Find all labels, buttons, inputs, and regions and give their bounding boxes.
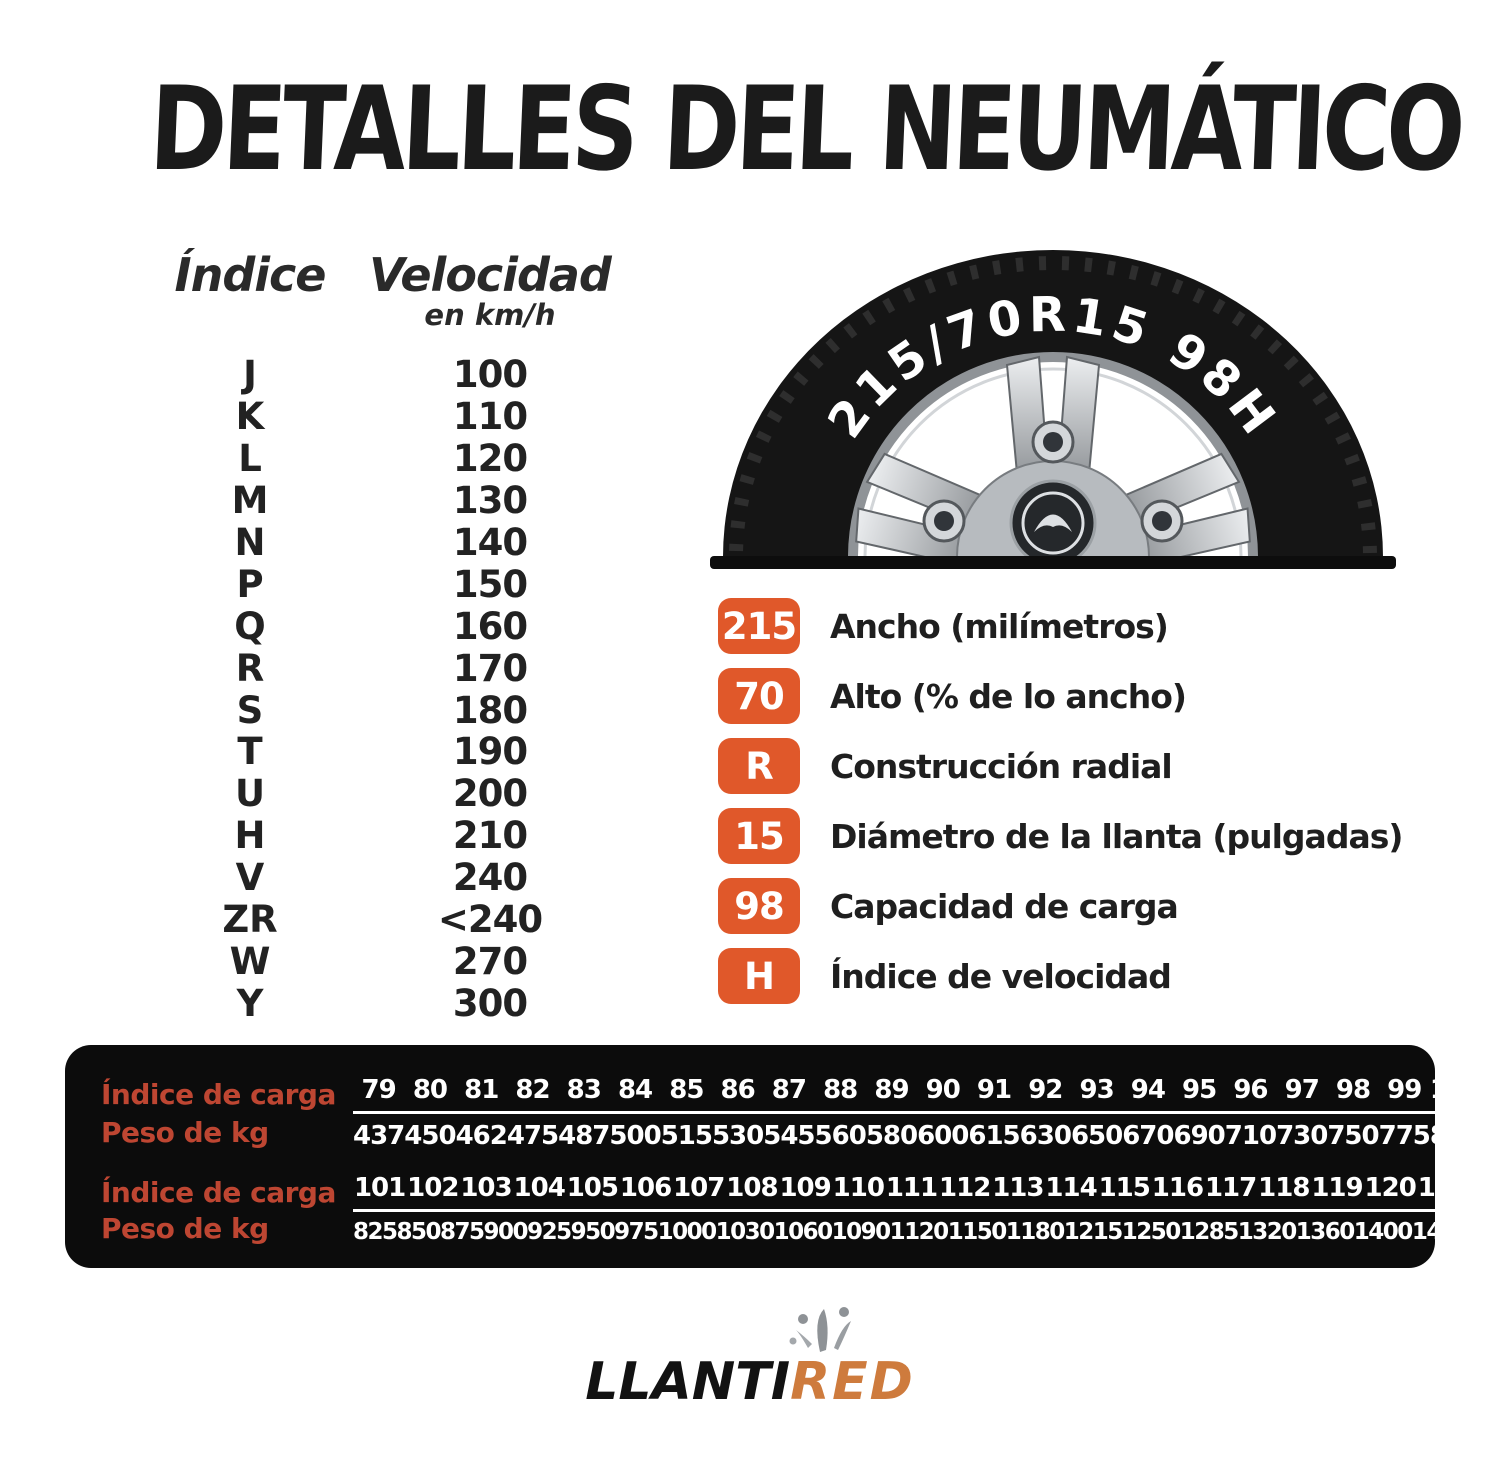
load-index-cell: 85 bbox=[669, 1075, 704, 1105]
load-weight-cell: 1090 bbox=[831, 1219, 890, 1245]
load-index-cell: 118 bbox=[1258, 1173, 1310, 1203]
load-index-cell: 94 bbox=[1130, 1075, 1165, 1105]
load-index-cell: 111 bbox=[885, 1173, 938, 1203]
load-index-cell: 87 bbox=[771, 1075, 806, 1105]
load-weight-cell: 670 bbox=[1122, 1121, 1174, 1151]
load-index-cell: 81 bbox=[464, 1075, 499, 1105]
speed-row bbox=[150, 354, 630, 396]
load-weight-cell: 710 bbox=[1224, 1121, 1277, 1151]
load-index-cell: 91 bbox=[976, 1075, 1012, 1105]
speed-row bbox=[150, 438, 630, 480]
legend-badge: 215 bbox=[718, 598, 800, 654]
speed-value: <240 bbox=[437, 898, 543, 942]
load-index-cell: 107 bbox=[673, 1173, 725, 1203]
speed-row bbox=[150, 605, 630, 647]
load-index-cell: 90 bbox=[925, 1075, 960, 1105]
speed-index-letter: T bbox=[237, 730, 263, 774]
load-index-cell: 116 bbox=[1151, 1173, 1204, 1203]
logo-splash-icon bbox=[788, 1306, 862, 1356]
load-index-cell: 115 bbox=[1098, 1173, 1150, 1203]
tire-image bbox=[708, 245, 1398, 570]
load-index-cell: 120 bbox=[1364, 1173, 1416, 1203]
speed-row bbox=[150, 982, 630, 1024]
load-group bbox=[101, 1075, 1482, 1151]
speed-index-letter: P bbox=[236, 562, 264, 606]
logo-text-black: LLANTI bbox=[585, 1352, 791, 1412]
load-weight-cell: 730 bbox=[1276, 1121, 1328, 1151]
load-weight-cell: 580 bbox=[865, 1121, 918, 1151]
load-index-cell: 84 bbox=[617, 1075, 653, 1105]
speed-value: 120 bbox=[452, 437, 528, 481]
load-table bbox=[65, 1045, 1482, 1268]
legend-item bbox=[718, 738, 1448, 794]
load-index-cell: 112 bbox=[939, 1173, 991, 1203]
load-weight-cell: 515 bbox=[660, 1121, 712, 1151]
legend-label: Construcción radial bbox=[830, 746, 1172, 786]
load-index-label: Índice de carga bbox=[101, 1078, 336, 1111]
load-weight-label: Peso de kg bbox=[101, 1212, 269, 1245]
load-weight-cell: 975 bbox=[614, 1219, 658, 1245]
speed-index-letter: ZR bbox=[222, 898, 278, 942]
speed-header-index: Índice bbox=[174, 248, 326, 302]
speed-value: 140 bbox=[452, 521, 528, 565]
load-weight-cell: 1360 bbox=[1295, 1219, 1354, 1245]
legend-label: Alto (% de lo ancho) bbox=[830, 676, 1186, 716]
speed-index-letter: Y bbox=[236, 981, 264, 1025]
legend-list bbox=[718, 598, 1448, 1018]
speed-index-letter: K bbox=[235, 395, 265, 439]
speed-index-letter: N bbox=[234, 521, 266, 565]
load-index-cell: 97 bbox=[1284, 1075, 1319, 1105]
speed-row bbox=[150, 899, 630, 941]
load-index-cell: 80 bbox=[412, 1075, 448, 1105]
legend-item bbox=[718, 598, 1448, 654]
load-index-cell: 101 bbox=[353, 1173, 406, 1203]
load-weight-cell: 1285 bbox=[1179, 1219, 1238, 1245]
speed-value: 240 bbox=[452, 856, 528, 900]
load-weight-cell: 475 bbox=[506, 1121, 559, 1151]
load-indices-row bbox=[353, 1173, 1470, 1212]
load-weight-cell: 487 bbox=[558, 1121, 610, 1151]
load-weights-row bbox=[353, 1114, 1481, 1151]
speed-index-letter: M bbox=[231, 479, 269, 523]
legend-badge: H bbox=[718, 948, 800, 1004]
load-index-cell: 121 bbox=[1417, 1173, 1469, 1203]
legend-label: Diámetro de la llanta (pulgadas) bbox=[830, 816, 1403, 856]
speed-index-letter: S bbox=[236, 688, 264, 732]
load-weights-row bbox=[353, 1212, 1470, 1245]
load-index-cell: 108 bbox=[726, 1173, 778, 1203]
load-weight-cell: 825 bbox=[353, 1219, 397, 1245]
load-index-cell: 89 bbox=[874, 1075, 909, 1105]
load-index-cell: 102 bbox=[407, 1173, 459, 1203]
speed-header-speed-group bbox=[350, 248, 630, 332]
legend-label: Capacidad de carga bbox=[830, 886, 1178, 926]
speed-value: 160 bbox=[452, 604, 528, 648]
speed-index-letter: Q bbox=[234, 604, 266, 648]
logo-text-orange: RED bbox=[790, 1352, 915, 1412]
load-weight-cell: 437 bbox=[353, 1121, 405, 1151]
load-weight-cell: 1250 bbox=[1121, 1219, 1180, 1245]
load-index-label: Índice de carga bbox=[101, 1176, 336, 1209]
speed-row bbox=[150, 396, 630, 438]
speed-table-header bbox=[150, 248, 630, 332]
speed-value: 130 bbox=[452, 479, 528, 523]
load-weight-label: Peso de kg bbox=[101, 1116, 269, 1149]
load-weight-cell: 925 bbox=[527, 1219, 571, 1245]
load-weight-cell: 650 bbox=[1070, 1121, 1123, 1151]
load-index-cell: 86 bbox=[720, 1075, 755, 1105]
load-index-cell: 100 bbox=[1429, 1075, 1482, 1105]
load-weight-cell: 600 bbox=[917, 1121, 969, 1151]
speed-index-letter: V bbox=[235, 856, 265, 900]
speed-value: 100 bbox=[452, 353, 528, 397]
speed-value: 190 bbox=[452, 730, 528, 774]
load-group bbox=[101, 1173, 1470, 1245]
legend-badge: 98 bbox=[718, 878, 800, 934]
legend-item bbox=[718, 668, 1448, 724]
load-weight-cell: 462 bbox=[455, 1121, 507, 1151]
load-weight-cell: 1450 bbox=[1411, 1219, 1470, 1245]
speed-row bbox=[150, 940, 630, 982]
legend-item bbox=[718, 808, 1448, 864]
load-weight-cell: 530 bbox=[711, 1121, 764, 1151]
load-index-cell: 88 bbox=[823, 1075, 858, 1105]
load-weight-cell: 750 bbox=[1327, 1121, 1379, 1151]
speed-index-letter: R bbox=[235, 646, 265, 690]
load-weight-cell: 1180 bbox=[1005, 1219, 1064, 1245]
speed-table-rows bbox=[150, 354, 630, 1024]
legend-label: Ancho (milímetros) bbox=[830, 606, 1168, 646]
load-index-cell: 105 bbox=[566, 1173, 618, 1203]
speed-value: 270 bbox=[452, 939, 528, 983]
speed-row bbox=[150, 480, 630, 522]
load-weight-cell: 775 bbox=[1378, 1121, 1430, 1151]
speed-row bbox=[150, 731, 630, 773]
speed-value: 200 bbox=[452, 772, 528, 816]
load-index-cell: 96 bbox=[1233, 1075, 1268, 1105]
speed-index-letter: L bbox=[238, 437, 262, 481]
speed-value: 150 bbox=[452, 562, 528, 606]
load-weight-cell: 950 bbox=[570, 1219, 615, 1245]
speed-index-table bbox=[150, 248, 630, 1024]
legend-badge: 70 bbox=[718, 668, 800, 724]
load-weight-cell: 1400 bbox=[1353, 1219, 1412, 1245]
load-index-cell: 117 bbox=[1204, 1173, 1257, 1203]
load-weight-cell: 630 bbox=[1019, 1121, 1071, 1151]
speed-header-unit: en km/h bbox=[424, 298, 556, 332]
speed-index-letter: J bbox=[243, 353, 257, 397]
load-index-cell: 114 bbox=[1045, 1173, 1097, 1203]
load-indices-row bbox=[353, 1075, 1481, 1114]
load-index-cell: 83 bbox=[566, 1075, 601, 1105]
load-index-cell: 92 bbox=[1028, 1075, 1063, 1105]
load-weight-cell: 1150 bbox=[947, 1219, 1006, 1245]
speed-index-letter: W bbox=[229, 939, 271, 983]
legend-item bbox=[718, 948, 1448, 1004]
tire-sidewall-marking: 215/70R15 98H bbox=[817, 286, 1289, 449]
brand-logo bbox=[0, 1352, 1500, 1412]
load-weight-cell: 1060 bbox=[773, 1219, 832, 1245]
load-weight-cell: 545 bbox=[763, 1121, 815, 1151]
load-weight-cell: 875 bbox=[440, 1219, 484, 1245]
load-index-cell: 119 bbox=[1311, 1173, 1363, 1203]
speed-value: 300 bbox=[452, 981, 528, 1025]
load-index-cell: 98 bbox=[1335, 1075, 1371, 1105]
load-weight-cell: 800 bbox=[1429, 1121, 1482, 1151]
tire-graphic bbox=[708, 245, 1398, 570]
load-index-cell: 79 bbox=[361, 1075, 396, 1105]
speed-header-speed: Velocidad bbox=[369, 248, 611, 302]
speed-row bbox=[150, 773, 630, 815]
load-weight-cell: 1030 bbox=[715, 1219, 774, 1245]
legend-badge: 15 bbox=[718, 808, 800, 864]
speed-index-letter: H bbox=[234, 814, 266, 858]
load-weight-cell: 1000 bbox=[657, 1219, 716, 1245]
page-title: DETALLES DEL NEUMÁTICO bbox=[147, 62, 1465, 197]
speed-value: 210 bbox=[452, 814, 528, 858]
load-weight-cell: 690 bbox=[1173, 1121, 1225, 1151]
load-index-cell: 106 bbox=[619, 1173, 672, 1203]
speed-row bbox=[150, 647, 630, 689]
load-index-cell: 104 bbox=[513, 1173, 565, 1203]
load-weight-cell: 1320 bbox=[1237, 1219, 1296, 1245]
wheel-center-cap-icon bbox=[1011, 481, 1095, 565]
load-index-cell: 103 bbox=[460, 1173, 512, 1203]
load-index-cell: 113 bbox=[992, 1173, 1044, 1203]
speed-row bbox=[150, 857, 630, 899]
load-index-cell: 93 bbox=[1079, 1075, 1114, 1105]
legend-badge: R bbox=[718, 738, 800, 794]
tire-base-bar bbox=[710, 556, 1396, 569]
speed-row bbox=[150, 689, 630, 731]
load-index-cell: 95 bbox=[1182, 1075, 1217, 1105]
speed-index-letter: U bbox=[234, 772, 266, 816]
load-index-cell: 110 bbox=[832, 1173, 884, 1203]
load-weight-cell: 500 bbox=[609, 1121, 661, 1151]
load-index-cell: 82 bbox=[515, 1075, 550, 1105]
load-weight-cell: 450 bbox=[404, 1121, 456, 1151]
speed-row bbox=[150, 815, 630, 857]
speed-row bbox=[150, 522, 630, 564]
legend-item bbox=[718, 878, 1448, 934]
load-weight-cell: 1215 bbox=[1063, 1219, 1122, 1245]
speed-value: 170 bbox=[452, 646, 528, 690]
legend-label: Índice de velocidad bbox=[830, 956, 1171, 996]
load-weight-cell: 560 bbox=[814, 1121, 866, 1151]
load-weight-cell: 615 bbox=[968, 1121, 1020, 1151]
load-weight-cell: 900 bbox=[483, 1219, 528, 1245]
load-index-cell: 109 bbox=[779, 1173, 831, 1203]
speed-row bbox=[150, 563, 630, 605]
speed-value: 110 bbox=[452, 395, 528, 439]
load-weight-cell: 850 bbox=[396, 1219, 441, 1245]
load-weight-cell: 1120 bbox=[889, 1219, 948, 1245]
load-index-cell: 99 bbox=[1387, 1075, 1422, 1105]
speed-value: 180 bbox=[452, 688, 528, 732]
